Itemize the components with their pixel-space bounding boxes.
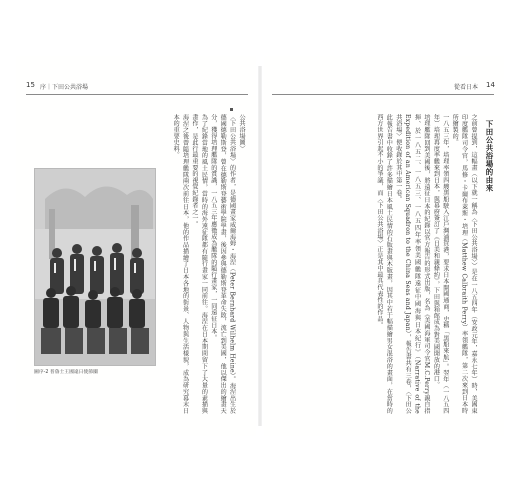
right-paragraph-4: 此報告書中收錄了許多描繪日本風土民情的石版畫與木版畫，因其中若干幅描繪男女混浴的畫面，在當時的西方世界引起不小的爭議，而〈下田公共浴場〉正是其中最具代表性的作品。 <box>375 114 393 414</box>
book-gutter <box>258 66 262 426</box>
header-rule-right <box>272 94 494 95</box>
book-spread <box>16 56 504 436</box>
left-marker-text: 公共浴場圖〉 <box>238 114 245 152</box>
right-paragraph-3: 培理艦隊回到美國後，將遠征日本的紀錄以官方報告的形式出版，名為《美國海軍司令官M.C.Perry親自指揮、於一八五二、一八五三、一八五四年率領美國艦隊遠征中國海與日本紀行》（Narrative of the Expedition of an American Squadron to the China Seas and Japan），報告書共有三卷，〈下田公共浴場〉便收錄於其中第一卷。 <box>394 114 430 414</box>
right-paragraph-1: 之前曾提到，這幅畫（以下就一稱為〈下田公共浴場〉）是在一八五四年（安政元年，嘉永七年）時，美國東印度艦隊司令官，馬修・卡爾布萊斯・培理（Matthew Calbraith Perry）率領艦隊，第二次來到日本時所繪製的。 <box>451 114 477 414</box>
section-title: 下田公共浴場的由來 <box>485 120 494 192</box>
running-head-left: 序｜下田公共浴場 <box>40 84 89 91</box>
left-paragraph-2: 為了紀錄當地的風土民情，當時的海外遠征隊都有隨行畫家一同前往。海涅在日本期間留下了大量的素描與畫作，是此行最重要的視覺紀錄者之一。 <box>190 114 208 414</box>
header-rule-left <box>26 94 248 95</box>
running-head-right: 從看日本 <box>454 84 479 91</box>
group-photo-illustration <box>35 169 155 365</box>
historical-group-photo <box>34 168 156 366</box>
right-text-column <box>276 114 478 414</box>
figure <box>28 106 156 376</box>
left-page <box>16 56 256 436</box>
figure-caption: 圖序-2 普魯士王國遠日使節團 <box>34 370 98 375</box>
left-paragraph-1: 〈下田公共浴場〉的作者，是德國畫家威爾海姆・海涅（Peter Bernhard Wilhelm Heine）。海涅出生於德國德勒斯登，曾在德勒斯登藝術學院學畫，後因參與德勒斯登革命失敗，流亡到美國，他以傑出的繪畫天分，獲得培理艦隊的賞識，一八五三年應徵成為艦隊的隨行畫家，一同遠征日本。 <box>209 114 236 414</box>
paragraph-marker <box>230 108 233 111</box>
left-text-column <box>166 114 246 414</box>
page-number-left: 15 <box>26 81 35 89</box>
left-paragraph-3: 海涅之後曾隨培理艦隊兩次前往日本，他的作品描繪了日本各地的街景、人物與生活樣貌，成為研究幕末日本的重要史料。 <box>172 114 189 414</box>
right-paragraph-2: 一八五三年，培理率領四艘黑船駛入江戶灣浦賀港，要求日本開國通商，史稱「黑船來航」。翌年（一八五四年）培理再度率艦來到日本，與幕府簽訂了《日美和親條約》，下田與箱館成為對美國開放的港口。 <box>432 114 449 414</box>
page-number-right: 14 <box>486 81 495 89</box>
right-page <box>264 56 504 436</box>
